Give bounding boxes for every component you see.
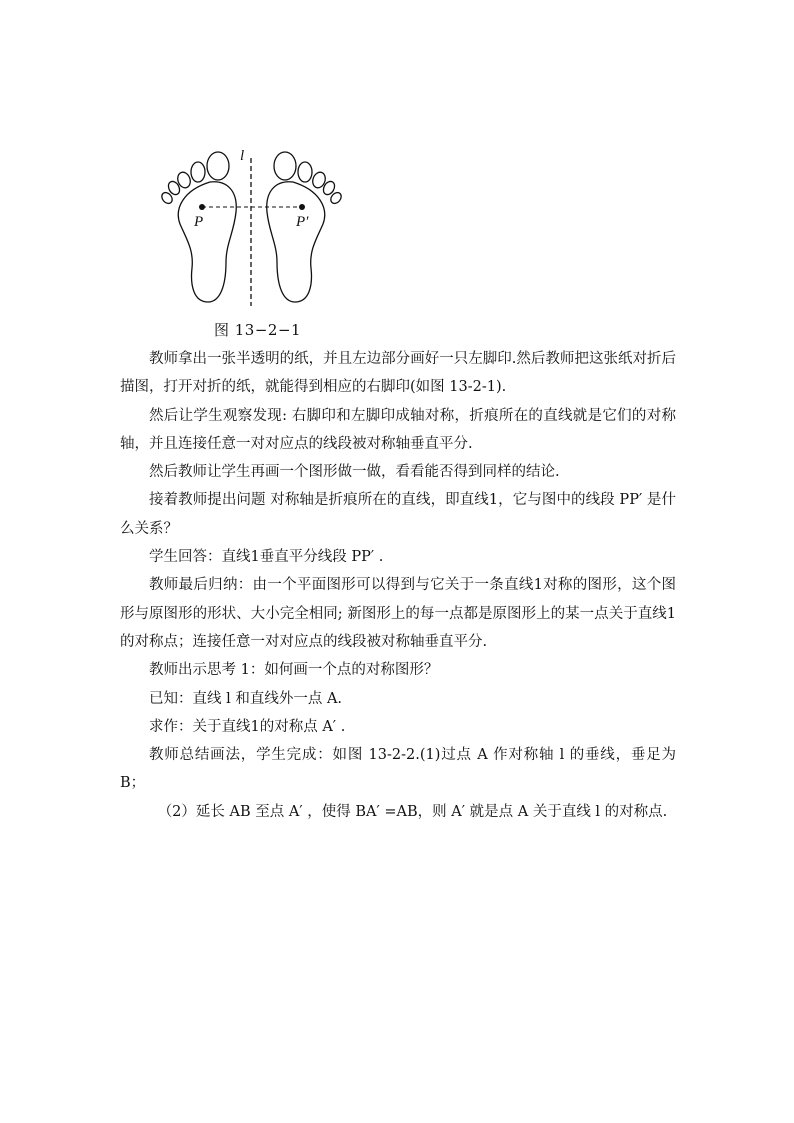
paragraph-5: 学生回答：直线1垂直平分线段 PP′ . [149,549,384,566]
left-toes [160,152,229,205]
point-p-dot [199,204,205,210]
point-p-prime-label: P′ [296,214,309,230]
paragraph-4: 接着教师提出问题 对称轴是折痕所在的直线，即直线1，它与图中的线段 PP′ 是什么关系？ [120,492,676,537]
axis-label: l [240,148,245,164]
paragraph-11: （2）延长 AB 至点 A′ ，使得 BA′ =AB，则 A′ 就是点 A 关于直线 l 的对称点. [157,803,668,820]
right-toe-3 [311,170,328,189]
point-p-prime-dot [299,204,305,210]
left-toe-2 [191,162,205,182]
right-toe-2 [298,162,312,182]
point-p-label: P [194,214,204,230]
paragraph-7: 教师出示思考 1：如何画一个点的对称图形？ [149,662,439,679]
paragraph-8: 已知：直线 l 和直线外一点 A. [149,690,343,707]
left-toe-3 [176,170,193,189]
paragraph-2: 然后让学生观察发现: 右脚印和左脚印成轴对称，折痕所在的直线就是它们的对称轴，并且连接任意一对对应点的线段被对称轴垂直平分. [120,407,676,452]
figure-caption: 图 13−2−1 [214,321,302,339]
right-toes [274,152,343,205]
paragraph-1: 教师拿出一张半透明的纸，并且左边部分画好一只左脚印.然后教师把这张纸对折后描图，打开对折的纸，就能得到相应的右脚印(如图 13-2-1). [120,351,676,396]
right-footprint-sole [267,182,325,302]
left-footprint-sole [178,182,236,302]
right-toe-big [274,152,296,180]
paragraph-10: 教师总结画法，学生完成：如图 13-2-2.(1)过点 A 作对称轴 l 的垂线，垂足为 B； [120,747,676,792]
paragraph-6: 教师最后归纳：由一个平面图形可以得到与它关于一条直线1对称的图形，这个图形与原图形的形状、大小完全相同; 新图形上的每一点都是原图形上的某一点关于直线1的对称点；连接任意一对对应点的线段被对称轴垂直平分. [120,577,676,650]
body-text [120,345,676,826]
footprint-figure [150,140,360,310]
paragraph-3: 然后教师让学生再画一个图形做一做，看看能否得到同样的结论. [149,464,560,481]
left-toe-big [207,152,229,180]
paragraph-9: 求作：关于直线1的对称点 A′ . [149,718,346,735]
footprint-diagram [150,140,360,310]
